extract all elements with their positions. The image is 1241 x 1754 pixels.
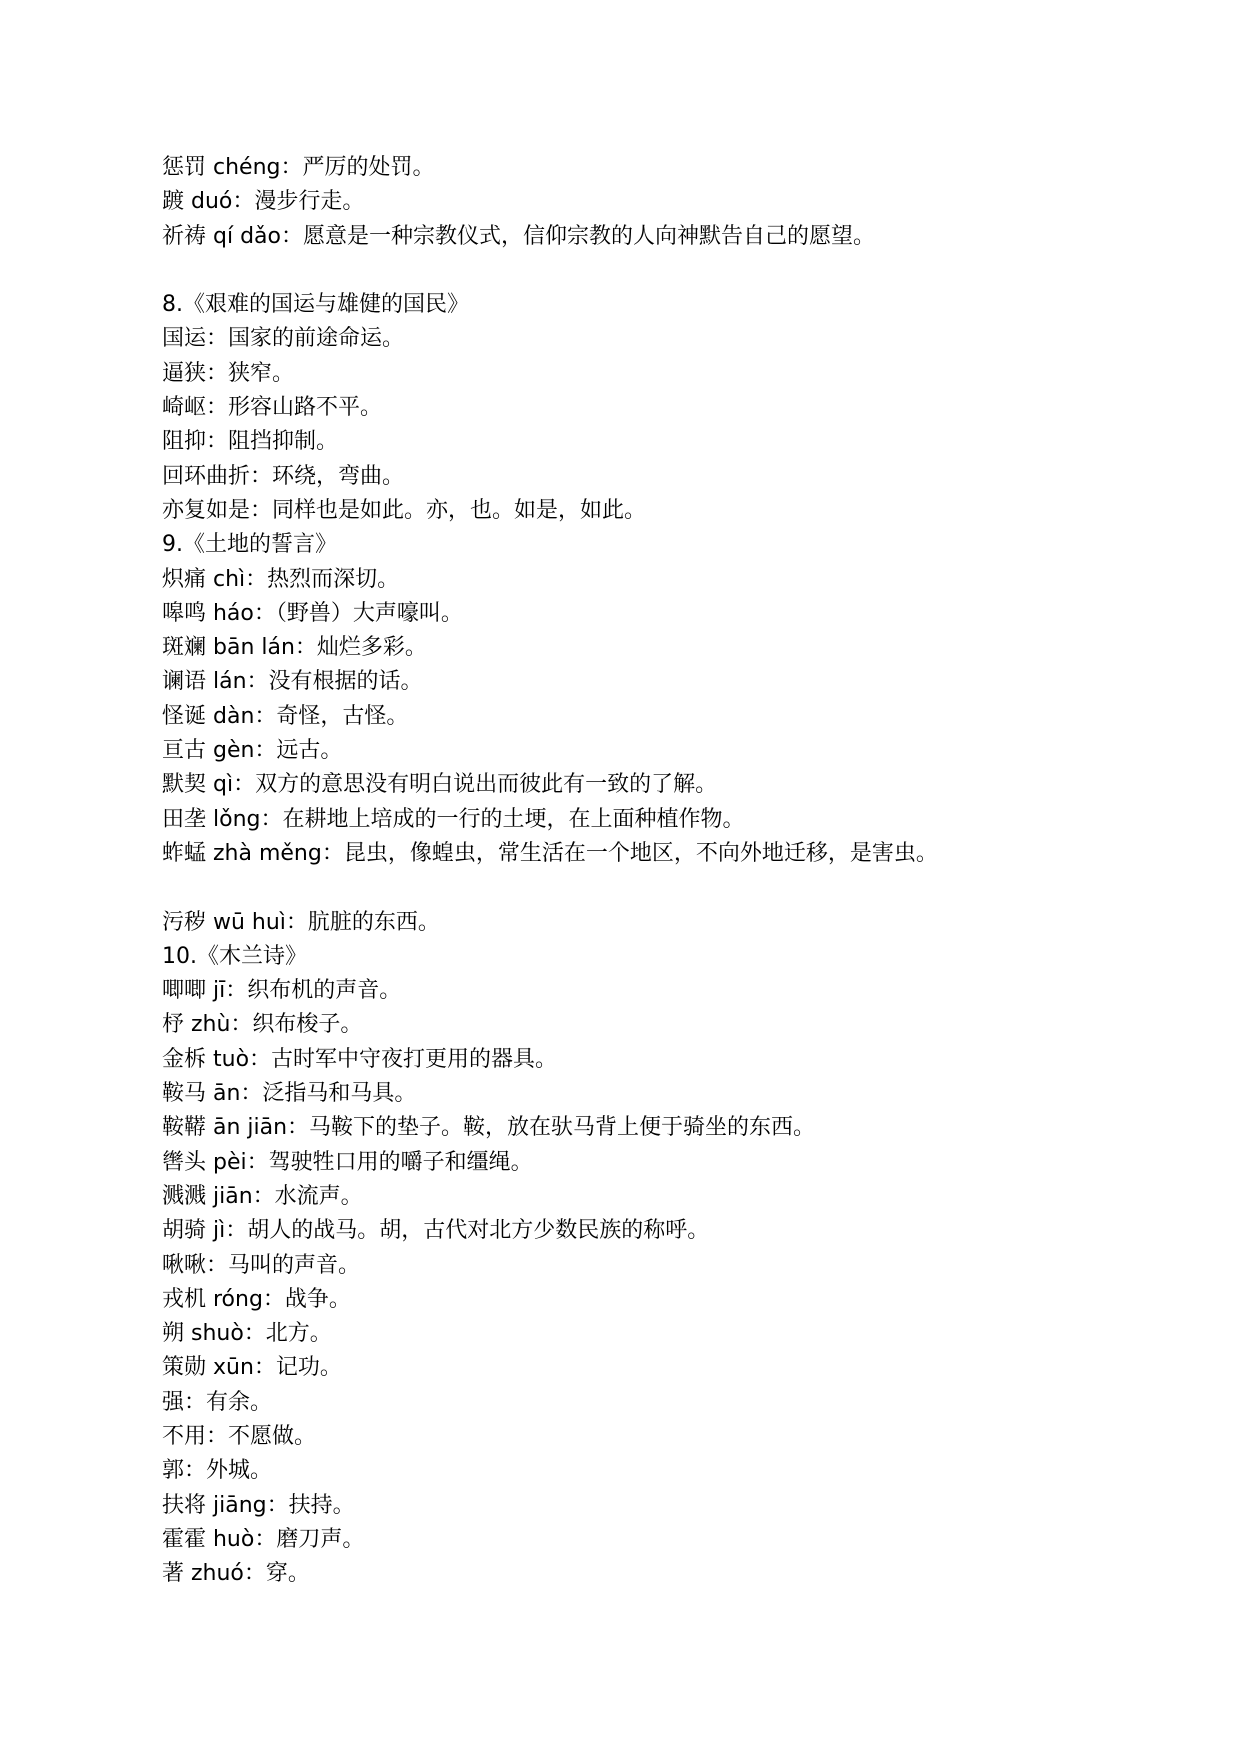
vocab-entry: 怪诞 dàn：奇怪，古怪。 — [162, 703, 409, 729]
vocab-entry: 亘古 gèn：远古。 — [162, 738, 343, 764]
vocab-entry: 国运：国家的前途命运。 — [162, 326, 405, 352]
vocab-entry: 鞍鞯 ān jiān：马鞍下的垫子。鞍，放在驮马背上便于骑坐的东西。 — [162, 1115, 816, 1141]
vocab-entry: 扶将 jiāng：扶持。 — [162, 1492, 355, 1518]
vocab-entry: 强：有余。 — [162, 1389, 273, 1415]
vocab-entry: 霍霍 huò：磨刀声。 — [162, 1526, 365, 1552]
vocab-entry: 唧唧 jī：织布机的声音。 — [162, 978, 402, 1004]
vocab-entry: 踱 duó：漫步行走。 — [162, 189, 365, 215]
section-heading: 8.《艰难的国运与雄健的国民》 — [162, 292, 469, 318]
vocab-entry: 戎机 róng：战争。 — [162, 1286, 351, 1312]
vocab-entry: 著 zhuó：穿。 — [162, 1561, 310, 1587]
vocab-entry: 惩罚 chéng：严厉的处罚。 — [162, 155, 435, 180]
vocab-entry: 溅溅 jiān：水流声。 — [162, 1183, 363, 1209]
vocab-entry: 回环曲折：环绕，弯曲。 — [162, 463, 405, 489]
vocab-entry: 郭：外城。 — [162, 1458, 273, 1484]
vocab-entry: 金柝 tuò：古时军中守夜打更用的器具。 — [162, 1046, 558, 1072]
vocab-entry: 蚱蜢 zhà měng：昆虫，像蝗虫，常生活在一个地区，不向外地迁移，是害虫。 — [162, 840, 938, 866]
vocab-entry: 不用：不愿做。 — [162, 1423, 317, 1449]
vocab-entry: 亦复如是：同样也是如此。亦，也。如是，如此。 — [162, 497, 647, 523]
vocab-entry: 逼狭：狭窄。 — [162, 360, 295, 386]
section-heading: 9.《土地的誓言》 — [162, 532, 337, 558]
document-page — [162, 151, 1182, 1591]
vocab-entry: 斑斓 bān lán：灿烂多彩。 — [162, 635, 427, 661]
vocab-entry: 策勋 xūn：记功。 — [162, 1355, 342, 1381]
section-heading: 10.《木兰诗》 — [162, 943, 307, 969]
vocab-entry: 朔 shuò：北方。 — [162, 1321, 332, 1347]
vocab-entry: 阻抑：阻挡抑制。 — [162, 429, 339, 455]
vocab-entry: 胡骑 jì：胡人的战马。胡，古代对北方少数民族的称呼。 — [162, 1218, 710, 1244]
vocab-entry: 祈祷 qí dǎo：愿意是一种宗教仪式，信仰宗教的人向神默告自己的愿望。 — [162, 223, 875, 249]
blank-line — [162, 254, 1182, 288]
vocab-entry: 污秽 wū huì：肮脏的东西。 — [162, 909, 440, 935]
vocab-entry: 谰语 lán：没有根据的话。 — [162, 669, 423, 695]
vocab-entry: 田垄 lǒng：在耕地上培成的一行的土埂，在上面种植作物。 — [162, 806, 745, 832]
vocab-entry: 杼 zhù：织布梭子。 — [162, 1012, 363, 1038]
vocab-entry: 默契 qì：双方的意思没有明白说出而彼此有一致的了解。 — [162, 772, 718, 798]
vocab-entry: 嗥鸣 háo：（野兽）大声嚎叫。 — [162, 600, 463, 626]
vocab-entry: 鞍马 ān：泛指马和马具。 — [162, 1081, 417, 1107]
vocab-entry: 辔头 pèi：驾驶牲口用的嚼子和缰绳。 — [162, 1149, 533, 1175]
vocab-entry: 崎岖：形容山路不平。 — [162, 395, 383, 421]
vocab-entry: 炽痛 chì：热烈而深切。 — [162, 566, 400, 592]
vocab-entry: 啾啾：马叫的声音。 — [162, 1252, 361, 1278]
blank-line — [162, 871, 1182, 905]
